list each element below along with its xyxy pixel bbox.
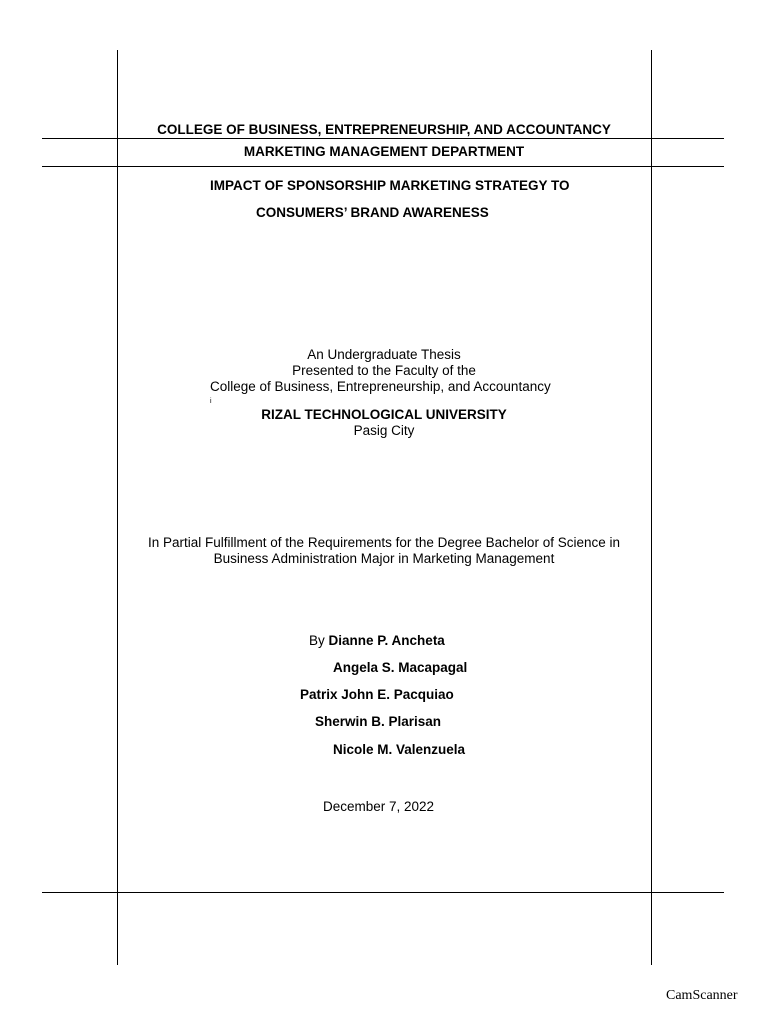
author-name: Dianne P. Ancheta (328, 633, 445, 648)
university-city: Pasig City (353, 423, 415, 438)
fulfillment-line-1: In Partial Fulfillment of the Requirements for the Degree Bachelor of Science in (148, 535, 620, 550)
presented-college: College of Business, Entrepreneurship, and Accountancy (210, 379, 551, 394)
fulfillment-line-2: Business Administration Major in Marketing Management (213, 551, 555, 566)
author-name: Patrix John E. Pacquiao (300, 687, 454, 702)
camscanner-watermark: CamScanner (666, 988, 738, 1003)
thesis-type: An Undergraduate Thesis (307, 347, 461, 362)
bottom-rule (42, 892, 724, 893)
top-rule-2 (42, 166, 724, 167)
right-margin-line (651, 50, 652, 965)
thesis-title-line-2: CONSUMERS’ BRAND AWARENESS (256, 205, 489, 220)
author-name: Nicole M. Valenzuela (333, 742, 466, 757)
department-heading: MARKETING MANAGEMENT DEPARTMENT (243, 144, 525, 159)
university-name: RIZAL TECHNOLOGICAL UNIVERSITY (261, 407, 507, 422)
college-heading: COLLEGE OF BUSINESS, ENTREPRENEURSHIP, AND ACCOUNTANCY (157, 122, 611, 137)
small-mark: i (210, 398, 212, 405)
thesis-title-line-1: IMPACT OF SPONSORSHIP MARKETING STRATEGY TO (210, 178, 570, 193)
presented-to: Presented to the Faculty of the (292, 363, 476, 378)
left-margin-line (117, 50, 118, 965)
author-name: Sherwin B. Plarisan (315, 714, 442, 729)
top-rule-1 (42, 138, 724, 139)
author-name: Angela S. Macapagal (333, 660, 468, 675)
author-line-1 (309, 633, 445, 649)
submission-date: December 7, 2022 (323, 799, 435, 814)
by-label: By (309, 633, 325, 648)
